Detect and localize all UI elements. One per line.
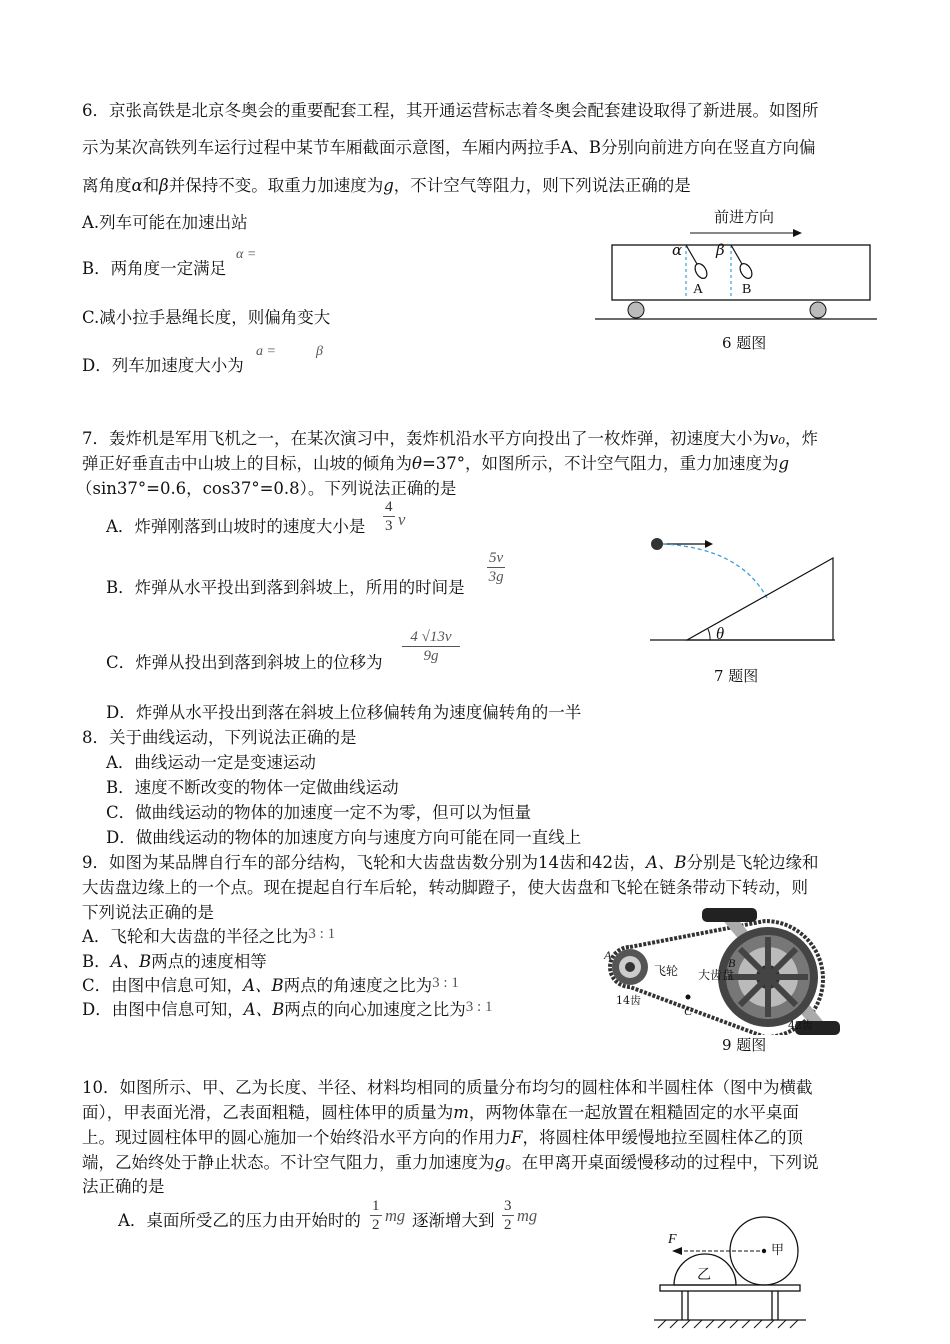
q9-stem-line2: 大齿盘边缘上的一个点。现在提起自行车后轮，转动脚蹬子，使大齿盘和飞轮在链条带动下转动，则 — [82, 878, 808, 897]
q6-stem-line1: 6．京张高铁是北京冬奥会的重要配套工程，其开通运营标志着冬奥会配套建设取得了新进展。如图所 — [82, 101, 819, 120]
q10-fig-label-f: F — [668, 1232, 677, 1247]
q9-fig-chainring-label: 大齿盘 — [698, 968, 735, 982]
q9-flywheel — [612, 949, 648, 985]
q9-fig-14-teeth: 14齿 — [616, 994, 641, 1007]
q6-option-a: A.列车可能在加速出站 — [82, 213, 248, 232]
q9-fig-42-teeth: 42齿 — [788, 1019, 813, 1032]
q6-wheel-left — [628, 302, 644, 318]
q9-fig-label-c: C — [684, 1004, 693, 1018]
q7-option-b: B．炸弹从水平投出到落到斜坡上，所用的时间是 — [106, 578, 465, 597]
q9-fig-flywheel-label: 飞轮 — [654, 964, 679, 978]
q10-option-a-mg-end: mg — [517, 1206, 538, 1225]
q7-stem-line2: 弹正好垂直击中山坡上的目标，山坡的倾角为θ=37°，如图所示，不计空气阻力，重力加速度为g — [82, 454, 790, 473]
q6-option-c: C.减小拉手悬绳长度，则偏角变大 — [82, 308, 331, 327]
q9-fig-label-b: B — [728, 956, 736, 970]
q6-option-d: D．列车加速度大小为 — [82, 356, 244, 375]
q8-option-a: A．曲线运动一定是变速运动 — [106, 753, 316, 772]
q8-option-b: B．速度不断改变的物体一定做曲线运动 — [106, 778, 399, 797]
q10-force-arrow — [672, 1247, 764, 1255]
q7-option-c: C．炸弹从投出到落到斜坡上的位移为 — [106, 653, 383, 672]
q9-stem-line1: 9．如图为某品牌自行车的部分结构，飞轮和大齿盘齿数分别为14齿和42齿，A、B分别是飞轮边缘和 — [82, 853, 819, 872]
q9-stem-line3: 下列说法正确的是 — [82, 903, 214, 922]
q10-jia-center — [762, 1249, 766, 1253]
q10-stem-line5: 法正确的是 — [82, 1177, 165, 1196]
q10-option-a-fraction-start: $\frac{1}{2}$ — [372, 1198, 380, 1233]
q10-option-a-mg-start: mg — [385, 1206, 406, 1225]
q7-figure — [645, 530, 840, 645]
q7-option-a-v: v — [398, 510, 406, 529]
q10-stem-line1: 10．如图所示、甲、乙为长度、半径、材料均相同的质量分布均匀的圆柱体和半圆柱体（图中为横截 — [82, 1078, 813, 1097]
q10-option-a-fraction-end: $\frac{3}{2}$ — [504, 1198, 512, 1233]
q7-fig-theta: θ — [716, 624, 725, 643]
q9-option-d: D．由图中信息可知，A、B两点的向心加速度之比为3 : 1 — [82, 999, 493, 1019]
q10-stem-line2: 面），甲表面光滑，乙表面粗糙，圆柱体甲的质量为m，两物体靠在一起放置在粗糙固定的水平桌面 — [82, 1103, 799, 1122]
q7-bomb — [651, 538, 663, 550]
q10-fig-label-jia: 甲 — [771, 1243, 785, 1258]
q10-table-top — [660, 1285, 800, 1291]
q9-option-c: C．由图中信息可知，A、B两点的角速度之比为3 : 1 — [82, 975, 459, 995]
q6-fig-direction: 前进方向 — [714, 208, 775, 226]
q10-option-a-prefix: A．桌面所受乙的压力由开始时的 — [118, 1211, 361, 1230]
q10-fig-label-yi: 乙 — [697, 1267, 711, 1283]
q7-caption: 7 题图 — [714, 667, 759, 685]
q10-floor-hatch — [658, 1320, 798, 1328]
q8-option-d: D．做曲线运动的物体的加速度方向与速度方向可能在同一直线上 — [106, 828, 582, 847]
q6-option-b: B．两角度一定满足 — [82, 259, 227, 278]
q7-trajectory — [663, 544, 767, 598]
q7-option-d: D．炸弹从水平投出到落在斜坡上位移偏转角为速度偏转角的一半 — [106, 703, 582, 722]
q9-option-a: A．飞轮和大齿盘的半径之比为3 : 1 — [82, 926, 336, 946]
q6-fig-alpha: α — [672, 241, 683, 259]
q7-option-b-fraction: $\frac{5v}{3g}$ — [488, 550, 504, 585]
q6-stem-line3: 离角度α和β并保持不变。取重力加速度为g，不计空气等阻力，则下列说法正确的是 — [82, 176, 691, 195]
q10-stem-line3: 上。现过圆柱体甲的圆心施加一个始终沿水平方向的作用力F，将圆柱体甲缓慢地拉至圆柱体乙的顶 — [82, 1128, 803, 1147]
q6-fig-label-a: A — [693, 282, 704, 297]
q10-figure — [650, 1208, 810, 1340]
q7-angle-arc — [708, 629, 710, 640]
q7-option-a-fraction: $\frac{4}{3}$ — [385, 499, 393, 534]
q6-direction-arrow — [690, 229, 802, 237]
q7-option-a: A．炸弹刚落到山坡时的速度大小是 — [106, 517, 366, 536]
q7-stem-line1: 7．轰炸机是军用飞机之一，在某次演习中，轰炸机沿水平方向投出了一枚炸弹，初速度大小为v₀，炸 — [82, 429, 818, 448]
q6-wheel-right — [810, 302, 826, 318]
q7-stem-line3: （sin37°=0.6，cos37°=0.8）。下列说法正确的是 — [76, 479, 457, 498]
q9-point-c — [686, 995, 691, 1000]
q7-slope — [687, 558, 833, 640]
q6-stem-line2: 示为某次高铁列车运行过程中某节车厢截面示意图，车厢内两拉手A、B分别向前进方向在竖直方向偏 — [82, 138, 816, 157]
q9-fig-label-a: A — [604, 948, 612, 962]
q8-stem: 8．关于曲线运动，下列说法正确的是 — [82, 728, 357, 747]
q10-stem-line4: 端，乙始终处于静止状态。不计空气阻力，重力加速度为g。在甲离开桌面缓慢移动的过程中，下列说 — [82, 1153, 819, 1172]
q6-option-d-formula-beta: β — [316, 344, 323, 359]
q6-fig-beta: β — [716, 241, 725, 259]
q6-caption: 6 题图 — [722, 334, 767, 352]
q6-option-d-formula-a: a = — [256, 344, 276, 359]
q10-option-a-middle: 逐渐增大到 — [412, 1211, 495, 1230]
q6-fig-label-b: B — [742, 282, 752, 297]
q6-option-b-formula: α = — [236, 247, 257, 262]
q9-caption: 9 题图 — [722, 1036, 767, 1054]
q8-option-c: C．做曲线运动的物体的加速度一定不为零，但可以为恒量 — [106, 803, 532, 822]
q9-option-b: B．A、B两点的速度相等 — [82, 952, 267, 971]
q7-option-c-fraction: $\frac{4 √13v}{9g}$ — [402, 628, 460, 665]
